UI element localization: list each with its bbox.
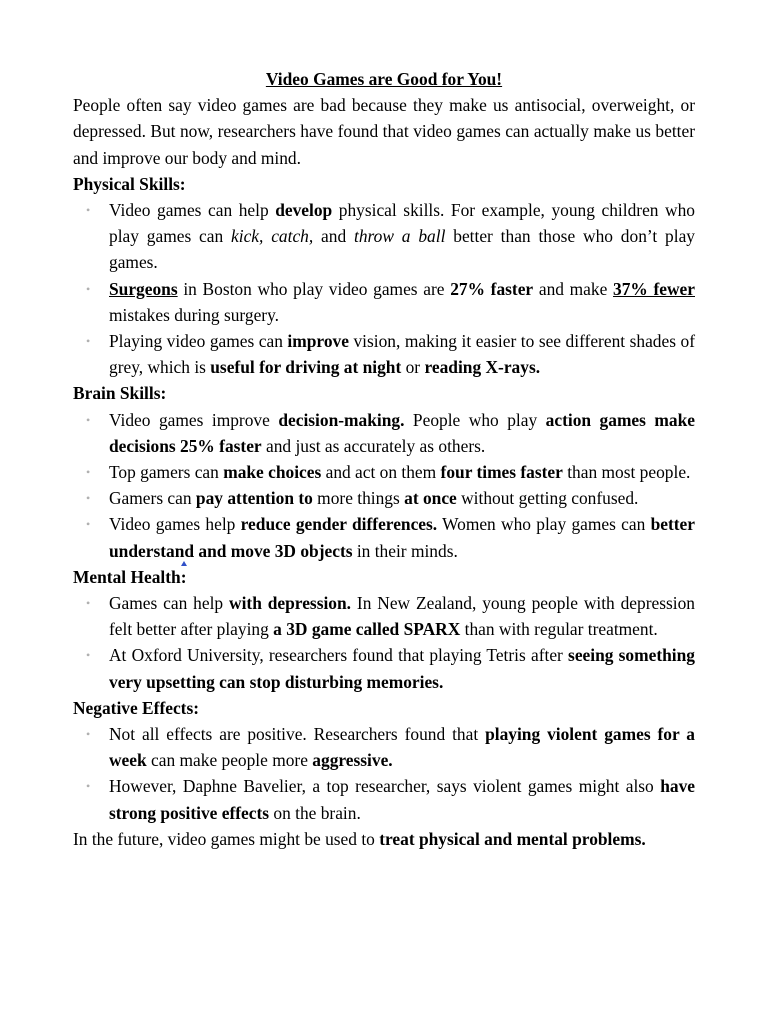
emphasis-text: playing violent games for a week (109, 724, 695, 771)
bullet-icon: • (86, 517, 91, 532)
emphasis-text: treat physical and mental problems. (379, 828, 646, 849)
list-item (73, 407, 695, 459)
text-run: mistakes during surgery. (109, 304, 280, 325)
text-run: Top gamers can (109, 462, 224, 483)
text-run: At Oxford University, researchers found that playing Tetris after (109, 645, 569, 666)
text-run: Video games help (109, 514, 241, 535)
emphasis-text: reduce gender differences. (240, 514, 438, 535)
bullet-icon: • (86, 203, 91, 218)
text-run: Women who play games can (437, 514, 651, 535)
text-run: than with regular treatment. (460, 619, 658, 640)
bullet-list (73, 197, 695, 380)
section-heading: Mental Health: (73, 566, 187, 587)
emphasis-text: pay attention to (195, 488, 313, 509)
emphasis-text: useful for driving at night (210, 357, 402, 378)
list-item (73, 459, 695, 485)
list-item (73, 721, 695, 773)
document-title: Video Games are Good for You! (265, 69, 503, 89)
emphasis-text: better understand and move 3D objects (109, 514, 695, 561)
text-run: better than those who don’t play games. (109, 226, 695, 273)
emphasis-text: develop (275, 200, 333, 221)
text-run: on the brain. (269, 802, 361, 823)
list-item (73, 276, 695, 328)
italic-text: kick, catch, (231, 226, 314, 247)
text-run: In New Zealand, young people with depression felt better after playing (109, 593, 695, 640)
bullet-list (73, 721, 695, 826)
bullet-icon: • (86, 596, 91, 611)
bullet-icon: • (86, 727, 91, 742)
text-run: can make people more (146, 750, 313, 771)
text-run: and make (533, 278, 614, 299)
text-run: in their minds. (352, 540, 458, 561)
list-item (73, 642, 695, 694)
text-run: Video games can help (109, 200, 276, 221)
text-run: Gamers can (109, 488, 196, 509)
emphasis-text: at once (404, 488, 457, 509)
document-page (73, 66, 695, 852)
text-run: and (313, 226, 355, 247)
bullet-icon: • (86, 281, 91, 296)
emphasis-text: 27% faster (450, 278, 534, 299)
emphasis-text: four times faster (440, 462, 563, 483)
document-sections (73, 171, 695, 826)
list-item (73, 773, 695, 825)
conclusion-paragraph (73, 826, 695, 852)
section-heading: Brain Skills: (73, 383, 167, 404)
emphasis-text: seeing something very upsetting can stop disturbing memories. (109, 645, 695, 692)
text-run: and just as accurately as others. (261, 435, 486, 456)
text-run: Not all effects are positive. Researchers found that (109, 724, 486, 745)
text-run: Video games improve (109, 409, 279, 430)
list-item (73, 511, 695, 563)
bullet-list (73, 590, 695, 695)
list-item (73, 590, 695, 642)
text-run: physical skills. For example, young children who play games can (109, 200, 695, 247)
bullet-icon: • (86, 412, 91, 427)
emphasis-text: improve (287, 331, 349, 352)
text-run: However, Daphne Bavelier, a top researcher, says violent games might also (109, 776, 661, 797)
italic-text: throw a ball (354, 226, 446, 247)
emphasis-text: reading X-rays. (424, 357, 541, 378)
list-item (73, 197, 695, 276)
text-run: Playing video games can (109, 331, 288, 352)
text-run: or (401, 357, 425, 378)
emphasis-text: Surgeons (109, 278, 178, 299)
bullet-icon: • (86, 648, 91, 663)
text-run: than most people. (562, 462, 691, 483)
section-heading: Negative Effects: (73, 697, 200, 718)
text-run: more things (312, 488, 405, 509)
bullet-icon: • (86, 334, 91, 349)
emphasis-text: with depression. (229, 593, 352, 614)
emphasis-text: a 3D game called SPARX (273, 619, 461, 640)
emphasis-text: action games make decisions 25% faster (109, 409, 695, 456)
emphasis-text: make choices (223, 462, 322, 483)
bullet-list (73, 407, 695, 564)
bullet-icon: • (86, 779, 91, 794)
list-item (73, 485, 695, 511)
bullet-icon: • (86, 491, 91, 506)
emphasis-text: decision-making. (278, 409, 405, 430)
text-run: without getting confused. (456, 488, 639, 509)
text-run: Games can help (109, 593, 230, 614)
text-run: In the future, video games might be used to (73, 828, 380, 849)
emphasis-text: aggressive. (312, 750, 393, 771)
emphasis-text: 37% fewer (613, 278, 695, 299)
emphasis-text: have strong positive effects (109, 776, 695, 823)
section-heading: Physical Skills: (73, 173, 186, 194)
text-run: in Boston who play video games are (177, 278, 451, 299)
list-item (73, 328, 695, 380)
bullet-icon: • (86, 465, 91, 480)
intro-paragraph: People often say video games are bad because they make us antisocial, overweight, or depressed. But now, researchers have found that video games can actually make us better and improve our body and mind. (73, 95, 695, 168)
text-run: People who play (404, 409, 546, 430)
text-run: vision, making it easier to see different shades of grey, which is (109, 331, 695, 378)
text-run: and act on them (321, 462, 441, 483)
